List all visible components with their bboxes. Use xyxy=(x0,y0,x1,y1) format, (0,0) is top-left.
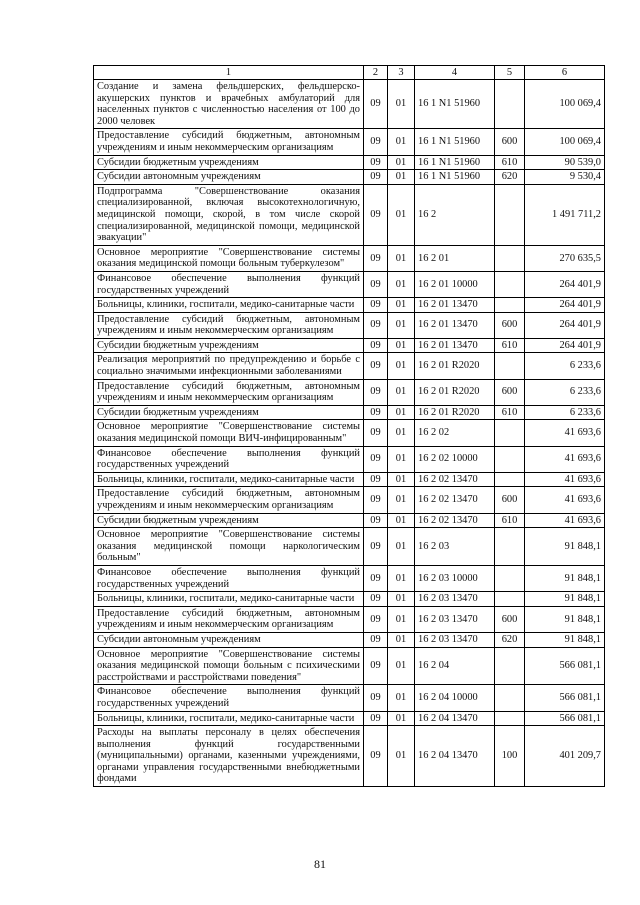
row-expense-type: 610 xyxy=(495,155,525,170)
row-expense-type xyxy=(495,271,525,297)
row-expense-type: 620 xyxy=(495,632,525,647)
row-name: Финансовое обеспечение выполнения функций государственных учреждений xyxy=(94,446,364,472)
row-target-code: 16 2 03 xyxy=(415,528,495,566)
row-section: 09 xyxy=(364,353,388,379)
row-target-code: 16 2 xyxy=(415,184,495,245)
row-amount: 100 069,4 xyxy=(525,80,605,129)
row-amount: 264 401,9 xyxy=(525,338,605,353)
row-subsection: 01 xyxy=(388,528,415,566)
row-expense-type: 600 xyxy=(495,129,525,155)
row-amount: 9 530,4 xyxy=(525,170,605,185)
row-name: Субсидии автономным учреждениям xyxy=(94,170,364,185)
budget-table xyxy=(93,65,605,787)
row-section: 09 xyxy=(364,338,388,353)
row-subsection: 01 xyxy=(388,592,415,607)
row-name: Расходы на выплаты персоналу в целях обеспечения выполнения функций государственными (муниципальными) органами, казенными учреждениями, органами управления государственными внебюджетными фондами xyxy=(94,726,364,787)
row-expense-type xyxy=(495,565,525,591)
row-section: 09 xyxy=(364,379,388,405)
row-expense-type: 610 xyxy=(495,513,525,528)
row-amount: 91 848,1 xyxy=(525,528,605,566)
row-section: 09 xyxy=(364,155,388,170)
row-amount: 270 635,5 xyxy=(525,245,605,271)
row-name: Реализация мероприятий по предупреждению и борьбе с социально значимыми инфекционными заболеваниями xyxy=(94,353,364,379)
row-expense-type xyxy=(495,685,525,711)
table-row xyxy=(94,298,605,313)
row-section: 09 xyxy=(364,80,388,129)
row-subsection: 01 xyxy=(388,129,415,155)
row-target-code: 16 2 02 13470 xyxy=(415,472,495,487)
row-target-code: 16 2 03 10000 xyxy=(415,565,495,591)
row-expense-type: 610 xyxy=(495,405,525,420)
row-subsection: 01 xyxy=(388,513,415,528)
row-expense-type xyxy=(495,528,525,566)
table-row xyxy=(94,726,605,787)
row-section: 09 xyxy=(364,565,388,591)
row-expense-type: 600 xyxy=(495,606,525,632)
row-name: Основное мероприятие "Совершенствование системы оказания медицинской помощи больным с психическими расстройствами и расстройствами поведения" xyxy=(94,647,364,685)
row-target-code: 16 2 04 13470 xyxy=(415,711,495,726)
table-row xyxy=(94,405,605,420)
table-row xyxy=(94,420,605,446)
row-amount: 6 233,6 xyxy=(525,353,605,379)
row-amount: 91 848,1 xyxy=(525,632,605,647)
row-subsection: 01 xyxy=(388,298,415,313)
row-amount: 41 693,6 xyxy=(525,472,605,487)
row-subsection: 01 xyxy=(388,353,415,379)
row-amount: 264 401,9 xyxy=(525,271,605,297)
row-section: 09 xyxy=(364,711,388,726)
table-row xyxy=(94,184,605,245)
row-subsection: 01 xyxy=(388,472,415,487)
row-target-code: 16 2 02 13470 xyxy=(415,513,495,528)
table-row xyxy=(94,353,605,379)
header-col-2: 2 xyxy=(364,66,388,80)
row-target-code: 16 2 01 10000 xyxy=(415,271,495,297)
row-section: 09 xyxy=(364,647,388,685)
row-subsection: 01 xyxy=(388,338,415,353)
row-subsection: 01 xyxy=(388,420,415,446)
row-section: 09 xyxy=(364,528,388,566)
row-subsection: 01 xyxy=(388,685,415,711)
row-name: Больницы, клиники, госпитали, медико-санитарные части xyxy=(94,472,364,487)
row-section: 09 xyxy=(364,472,388,487)
row-section: 09 xyxy=(364,685,388,711)
table-header-row xyxy=(94,66,605,80)
row-name: Предоставление субсидий бюджетным, автономным учреждениям и иным некоммерческим организациям xyxy=(94,606,364,632)
row-amount: 6 233,6 xyxy=(525,405,605,420)
row-expense-type: 610 xyxy=(495,338,525,353)
row-subsection: 01 xyxy=(388,80,415,129)
row-target-code: 16 2 04 xyxy=(415,647,495,685)
row-expense-type xyxy=(495,80,525,129)
row-name: Предоставление субсидий бюджетным, автономным учреждениям и иным некоммерческим организациям xyxy=(94,487,364,513)
table-row xyxy=(94,245,605,271)
row-section: 09 xyxy=(364,420,388,446)
row-subsection: 01 xyxy=(388,170,415,185)
table-row xyxy=(94,528,605,566)
row-name: Предоставление субсидий бюджетным, автономным учреждениям и иным некоммерческим организациям xyxy=(94,312,364,338)
row-amount: 91 848,1 xyxy=(525,565,605,591)
row-amount: 264 401,9 xyxy=(525,298,605,313)
row-name: Основное мероприятие "Совершенствование системы оказания медицинской помощи больным туберкулезом" xyxy=(94,245,364,271)
row-target-code: 16 2 02 13470 xyxy=(415,487,495,513)
table-row xyxy=(94,565,605,591)
row-section: 09 xyxy=(364,184,388,245)
row-amount: 100 069,4 xyxy=(525,129,605,155)
row-name: Предоставление субсидий бюджетным, автономным учреждениям и иным некоммерческим организациям xyxy=(94,379,364,405)
row-subsection: 01 xyxy=(388,632,415,647)
row-target-code: 16 2 01 13470 xyxy=(415,338,495,353)
row-section: 09 xyxy=(364,245,388,271)
row-expense-type xyxy=(495,711,525,726)
row-amount: 566 081,1 xyxy=(525,711,605,726)
row-name: Создание и замена фельдшерских, фельдшерско-акушерских пунктов и врачебных амбулаторий для населенных пунктов с численностью населения от 100 до 2000 человек xyxy=(94,80,364,129)
row-target-code: 16 2 02 10000 xyxy=(415,446,495,472)
row-subsection: 01 xyxy=(388,446,415,472)
row-expense-type xyxy=(495,647,525,685)
table-body xyxy=(94,80,605,787)
row-target-code: 16 1 N1 51960 xyxy=(415,129,495,155)
row-target-code: 16 1 N1 51960 xyxy=(415,170,495,185)
row-expense-type: 600 xyxy=(495,487,525,513)
row-subsection: 01 xyxy=(388,565,415,591)
row-subsection: 01 xyxy=(388,487,415,513)
row-target-code: 16 2 03 13470 xyxy=(415,606,495,632)
table-row xyxy=(94,155,605,170)
row-target-code: 16 2 01 13470 xyxy=(415,298,495,313)
row-target-code: 16 2 04 13470 xyxy=(415,726,495,787)
header-col-3: 3 xyxy=(388,66,415,80)
row-target-code: 16 2 01 R2020 xyxy=(415,379,495,405)
table-row xyxy=(94,446,605,472)
row-name: Основное мероприятие "Совершенствование системы оказания медицинской помощи наркологическим больным" xyxy=(94,528,364,566)
row-section: 09 xyxy=(364,632,388,647)
budget-table-container xyxy=(93,65,604,787)
row-name: Подпрограмма "Совершенствование оказания специализированной, включая высокотехнологичную, медицинской помощи, скорой, в том числе скорой специализированной, медицинской помощи, медицинской эвакуации" xyxy=(94,184,364,245)
row-name: Субсидии бюджетным учреждениям xyxy=(94,338,364,353)
row-expense-type: 600 xyxy=(495,312,525,338)
table-row xyxy=(94,647,605,685)
table-row xyxy=(94,606,605,632)
row-amount: 264 401,9 xyxy=(525,312,605,338)
row-name: Больницы, клиники, госпитали, медико-санитарные части xyxy=(94,298,364,313)
row-target-code: 16 1 N1 51960 xyxy=(415,80,495,129)
row-expense-type xyxy=(495,592,525,607)
row-name: Субсидии автономным учреждениям xyxy=(94,632,364,647)
row-expense-type: 600 xyxy=(495,379,525,405)
row-subsection: 01 xyxy=(388,245,415,271)
row-amount: 41 693,6 xyxy=(525,513,605,528)
row-name: Субсидии бюджетным учреждениям xyxy=(94,513,364,528)
page-number: 81 xyxy=(314,857,326,871)
row-subsection: 01 xyxy=(388,726,415,787)
row-amount: 566 081,1 xyxy=(525,647,605,685)
row-expense-type: 100 xyxy=(495,726,525,787)
row-target-code: 16 1 N1 51960 xyxy=(415,155,495,170)
row-name: Финансовое обеспечение выполнения функций государственных учреждений xyxy=(94,565,364,591)
header-col-6: 6 xyxy=(525,66,605,80)
row-amount: 90 539,0 xyxy=(525,155,605,170)
row-section: 09 xyxy=(364,298,388,313)
table-row xyxy=(94,472,605,487)
row-name: Больницы, клиники, госпитали, медико-санитарные части xyxy=(94,711,364,726)
row-section: 09 xyxy=(364,592,388,607)
row-target-code: 16 2 04 10000 xyxy=(415,685,495,711)
table-row xyxy=(94,129,605,155)
row-target-code: 16 2 01 R2020 xyxy=(415,353,495,379)
row-subsection: 01 xyxy=(388,606,415,632)
row-name: Субсидии бюджетным учреждениям xyxy=(94,405,364,420)
row-subsection: 01 xyxy=(388,312,415,338)
row-section: 09 xyxy=(364,487,388,513)
row-name: Финансовое обеспечение выполнения функций государственных учреждений xyxy=(94,685,364,711)
row-expense-type xyxy=(495,298,525,313)
table-row xyxy=(94,379,605,405)
table-row xyxy=(94,685,605,711)
row-section: 09 xyxy=(364,129,388,155)
table-row xyxy=(94,513,605,528)
row-target-code: 16 2 01 xyxy=(415,245,495,271)
row-amount: 1 491 711,2 xyxy=(525,184,605,245)
row-subsection: 01 xyxy=(388,271,415,297)
table-row xyxy=(94,80,605,129)
row-section: 09 xyxy=(364,726,388,787)
row-subsection: 01 xyxy=(388,647,415,685)
row-expense-type: 620 xyxy=(495,170,525,185)
row-name: Субсидии бюджетным учреждениям xyxy=(94,155,364,170)
table-row xyxy=(94,487,605,513)
row-expense-type xyxy=(495,420,525,446)
table-row xyxy=(94,632,605,647)
row-name: Финансовое обеспечение выполнения функций государственных учреждений xyxy=(94,271,364,297)
row-name: Предоставление субсидий бюджетным, автономным учреждениям и иным некоммерческим организациям xyxy=(94,129,364,155)
row-subsection: 01 xyxy=(388,155,415,170)
row-name: Основное мероприятие "Совершенствование системы оказания медицинской помощи ВИЧ-инфицированным" xyxy=(94,420,364,446)
row-amount: 566 081,1 xyxy=(525,685,605,711)
row-amount: 41 693,6 xyxy=(525,420,605,446)
row-amount: 6 233,6 xyxy=(525,379,605,405)
table-row xyxy=(94,711,605,726)
row-section: 09 xyxy=(364,606,388,632)
row-amount: 41 693,6 xyxy=(525,487,605,513)
table-row xyxy=(94,271,605,297)
row-subsection: 01 xyxy=(388,405,415,420)
row-amount: 91 848,1 xyxy=(525,606,605,632)
row-expense-type xyxy=(495,245,525,271)
header-col-4: 4 xyxy=(415,66,495,80)
row-section: 09 xyxy=(364,513,388,528)
row-section: 09 xyxy=(364,446,388,472)
header-col-1: 1 xyxy=(94,66,364,80)
row-target-code: 16 2 02 xyxy=(415,420,495,446)
row-amount: 401 209,7 xyxy=(525,726,605,787)
row-name: Больницы, клиники, госпитали, медико-санитарные части xyxy=(94,592,364,607)
row-expense-type xyxy=(495,353,525,379)
row-section: 09 xyxy=(364,271,388,297)
table-row xyxy=(94,170,605,185)
row-expense-type xyxy=(495,472,525,487)
row-section: 09 xyxy=(364,170,388,185)
row-section: 09 xyxy=(364,312,388,338)
row-expense-type xyxy=(495,184,525,245)
table-row xyxy=(94,312,605,338)
header-col-5: 5 xyxy=(495,66,525,80)
row-subsection: 01 xyxy=(388,711,415,726)
row-amount: 91 848,1 xyxy=(525,592,605,607)
row-target-code: 16 2 01 13470 xyxy=(415,312,495,338)
row-target-code: 16 2 03 13470 xyxy=(415,592,495,607)
table-row xyxy=(94,338,605,353)
row-target-code: 16 2 01 R2020 xyxy=(415,405,495,420)
row-subsection: 01 xyxy=(388,379,415,405)
row-section: 09 xyxy=(364,405,388,420)
row-expense-type xyxy=(495,446,525,472)
row-subsection: 01 xyxy=(388,184,415,245)
row-amount: 41 693,6 xyxy=(525,446,605,472)
table-row xyxy=(94,592,605,607)
row-target-code: 16 2 03 13470 xyxy=(415,632,495,647)
